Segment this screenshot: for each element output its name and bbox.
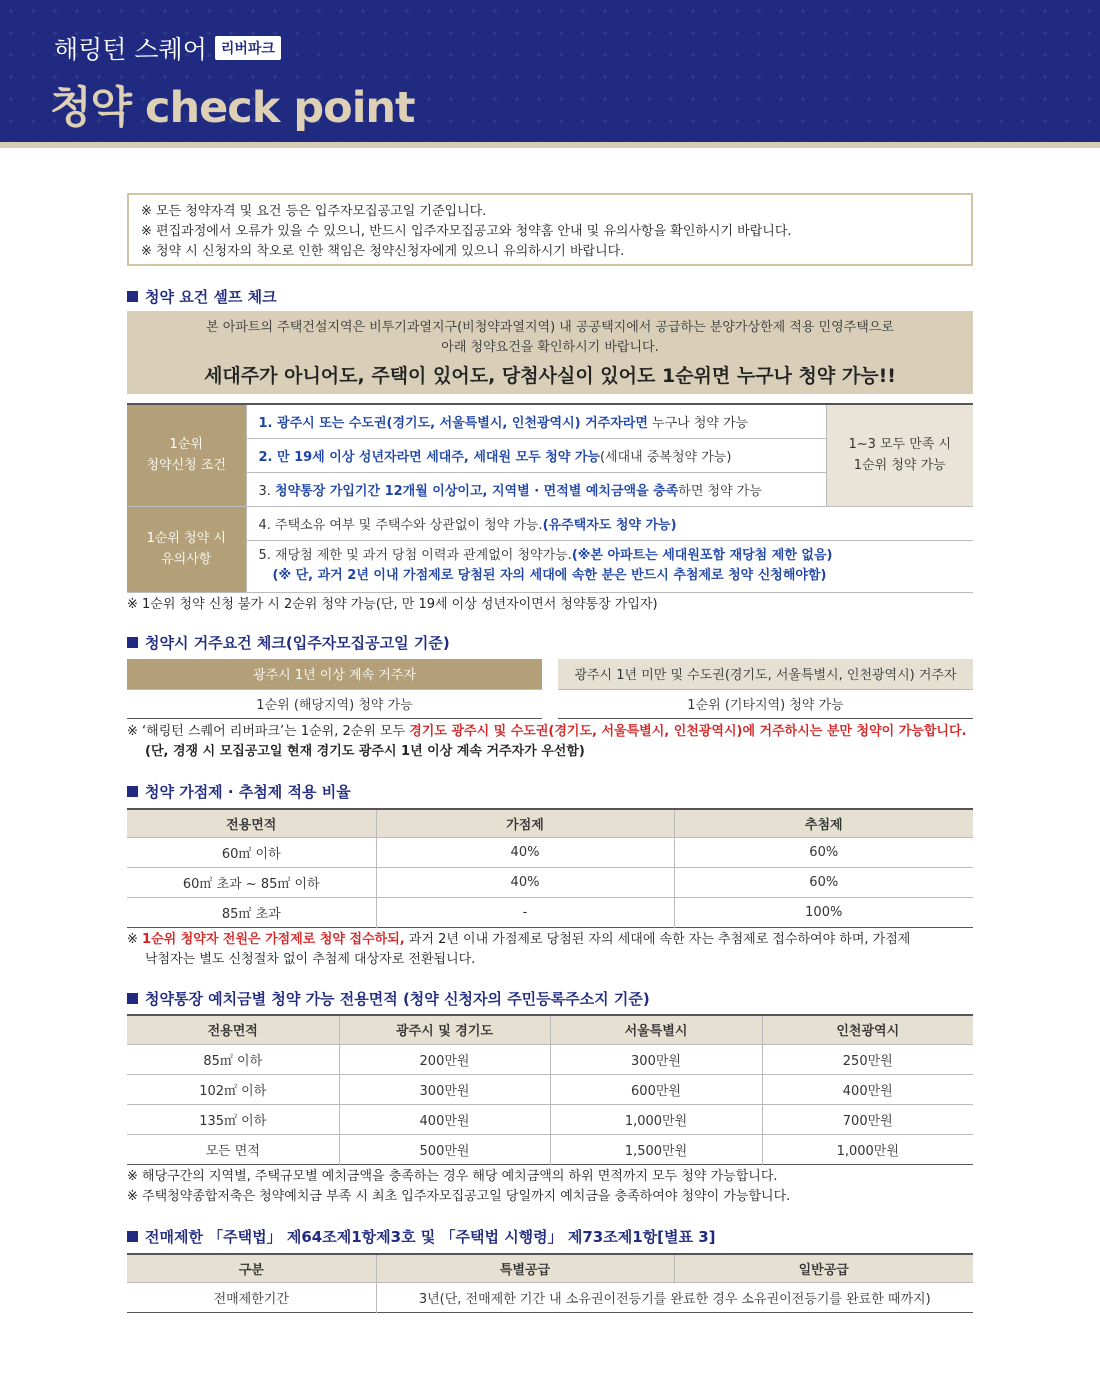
square-bullet-icon — [127, 291, 138, 302]
deposit-header: 서울특별시 — [550, 1015, 762, 1044]
section-title-residence — [127, 633, 973, 653]
resale-header: 구분 — [127, 1254, 376, 1283]
ratio-cell: 60㎡ 초과 ~ 85㎡ 이하 — [127, 868, 376, 898]
notice-line: ※ 모든 청약자격 및 요건 등은 입주자모집공고일 기준입니다. — [141, 204, 487, 219]
table-row — [127, 1283, 973, 1313]
square-bullet-icon — [127, 637, 138, 648]
deposit-cell: 600만원 — [550, 1074, 762, 1104]
table-row — [127, 1134, 973, 1164]
intro-headline: 세대주가 아니어도, 주택이 있어도, 당첨사실이 있어도 1순위면 누구나 청약 가능!! — [204, 365, 896, 387]
condition-summary-line: 1순위 청약 가능 — [853, 458, 946, 474]
deposit-cell: 400만원 — [762, 1074, 973, 1104]
caution-item-5 — [246, 540, 973, 592]
residence-note — [127, 722, 973, 742]
square-bullet-icon — [127, 1231, 138, 1242]
deposit-header: 광주시 및 경기도 — [339, 1015, 550, 1044]
resale-cell: 3년(단, 전매제한 기간 내 소유권이전등기를 완료한 경우 소유권이전등기를 완료한 때까지) — [376, 1283, 973, 1313]
residence-note-line2: (단, 경쟁 시 모집공고일 현재 경기도 광주시 1년 이상 계속 거주자가 우선함) — [145, 743, 585, 759]
deposit-cell: 400만원 — [339, 1104, 550, 1134]
notice-line: ※ 청약 시 신청자의 착오로 인한 책임은 청약신청자에게 있으니 유의하시기 바랍니다. — [141, 244, 625, 259]
condition-item-highlight: 청약통장 가입기간 12개월 이상이고, 지역별 · 면적별 예치금액을 충족 — [275, 483, 679, 499]
section-title-deposit — [127, 988, 973, 1008]
residence-note-highlight: 경기도 광주시 및 수도권(경기도, 서울특별시, 인천광역시)에 거주하시는 분만 청약이 가능합니다. — [409, 723, 967, 739]
residence-col-local — [127, 659, 542, 719]
section-title-text: 청약 가점제 · 추첨제 적용 비율 — [145, 783, 351, 801]
ratio-cell: 100% — [674, 898, 973, 928]
condition-item-text: (세대내 중복청약 가능) — [599, 449, 732, 465]
condition-head-line: 1순위 — [169, 437, 203, 453]
resale-header: 일반공급 — [674, 1254, 973, 1283]
deposit-cell: 200만원 — [339, 1044, 550, 1074]
square-bullet-icon — [127, 786, 138, 797]
ratio-header: 전용면적 — [127, 809, 376, 838]
table-row — [127, 898, 973, 928]
deposit-cell: 700만원 — [762, 1104, 973, 1134]
header-divider — [0, 142, 1100, 148]
caution-item-highlight: (※ 단, 과거 2년 이내 가점제로 당첨된 자의 세대에 속한 분은 반드시 추첨제로 청약 신청해야함) — [272, 568, 827, 583]
residence-col-body: 1순위 (해당지역) 청약 가능 — [127, 689, 542, 718]
caution-item-text: 5. 재당첨 제한 및 과거 당첨 이력과 관계없이 청약가능. — [258, 548, 572, 563]
caution-item-text: 4. 주택소유 여부 및 주택수와 상관없이 청약 가능. — [258, 517, 543, 533]
caution-head — [127, 506, 246, 592]
brand-name: 해링턴 스퀘어 — [54, 35, 207, 64]
condition-item-text: 하면 청약 가능 — [678, 483, 762, 499]
ratio-note — [127, 930, 973, 950]
square-bullet-icon — [127, 993, 138, 1004]
table-row — [127, 1074, 973, 1104]
section-title-resale — [127, 1227, 973, 1247]
caution-item-4 — [246, 506, 973, 540]
section-title-text: 청약통장 예치금별 청약 가능 전용면적 (청약 신청자의 주민등록주소지 기준) — [145, 989, 650, 1008]
caution-item-highlight: (유주택자도 청약 가능) — [542, 517, 677, 533]
deposit-cell: 500만원 — [339, 1134, 550, 1164]
caution-item-highlight: (※본 아파트는 세대원포함 재당첨 제한 없음) — [571, 548, 833, 563]
ratio-cell: 60% — [674, 868, 973, 898]
ratio-note-line2: 낙첨자는 별도 신청절차 없이 추첨제 대상자로 전환됩니다. — [145, 952, 476, 967]
deposit-cell: 1,000만원 — [762, 1134, 973, 1164]
ratio-note-text: 과거 2년 이내 가점제로 당첨된 자의 세대에 속한 자는 추첨제로 접수하여야 하며, 가점제 — [404, 932, 911, 947]
ratio-cell: 60㎡ 이하 — [127, 838, 376, 868]
deposit-note: ※ 주택청약종합저축은 청약예치금 부족 시 최초 입주자모집공고일 당일까지 예치금을 충족하여야 청약이 가능합니다. — [127, 1188, 791, 1204]
self-check-intro — [127, 311, 973, 394]
ratio-cell: 40% — [376, 838, 674, 868]
brand-badge: 리버파크 — [215, 36, 281, 60]
section-title-text: 전매제한 「주택법」 제64조제1항제3호 및 「주택법 시행령」 제73조제1항[별표 3] — [145, 1228, 716, 1246]
deposit-note: ※ 해당구간의 지역별, 주택규모별 예치금액을 충족하는 경우 해당 예치금액의 하위 면적까지 모두 청약 가능합니다. — [127, 1168, 778, 1184]
condition-item-2 — [246, 438, 826, 472]
condition-item-text: 누구나 청약 가능 — [647, 415, 749, 431]
section-title-text: 청약시 거주요건 체크(입주자모집공고일 기준) — [145, 634, 450, 652]
deposit-cell: 300만원 — [550, 1044, 762, 1074]
ratio-cell: 40% — [376, 868, 674, 898]
resale-cell: 전매제한기간 — [127, 1283, 376, 1313]
condition-head-line: 청약신청 조건 — [146, 458, 226, 474]
condition-item-3 — [246, 472, 826, 506]
resale-table — [127, 1253, 973, 1314]
residence-gap — [542, 659, 558, 719]
table-row — [127, 838, 973, 868]
ratio-header: 가점제 — [376, 809, 674, 838]
ratio-cell: 60% — [674, 838, 973, 868]
section-title-text: 청약 요건 셀프 체크 — [145, 287, 277, 306]
ratio-header: 추첨제 — [674, 809, 973, 838]
ratio-cell: 85㎡ 초과 — [127, 898, 376, 928]
condition-item-text: 3. — [258, 483, 276, 499]
content — [127, 193, 973, 1313]
residence-col-body: 1순위 (기타지역) 청약 가능 — [558, 689, 973, 718]
condition-item-highlight: 2. 만 19세 이상 성년자라면 세대주, 세대원 모두 청약 가능 — [258, 449, 600, 465]
caution-head-line: 1순위 청약 시 — [146, 531, 226, 546]
self-check-footnote: ※ 1순위 청약 신청 불가 시 2순위 청약 가능(단, 만 19세 이상 성년자이면서 청약통장 가입자) — [127, 596, 658, 612]
condition-summary-line: 1~3 모두 만족 시 — [848, 437, 952, 453]
table-row — [127, 868, 973, 898]
condition-head — [127, 404, 246, 506]
ratio-cell: - — [376, 898, 674, 928]
ratio-note-highlight: 1순위 청약자 전원은 가점제로 청약 접수하되, — [142, 932, 405, 947]
resale-header: 특별공급 — [376, 1254, 674, 1283]
caution-head-line: 유의사항 — [161, 552, 212, 567]
residence-table — [127, 659, 973, 719]
residence-col-other — [558, 659, 973, 719]
residence-col-head: 광주시 1년 이상 계속 거주자 — [127, 659, 542, 689]
section-title-self-check — [127, 286, 973, 306]
condition-table — [127, 403, 973, 593]
page-header — [0, 0, 1100, 142]
section-title-ratio — [127, 782, 973, 802]
residence-note-text: ※ ‘해링턴 스퀘어 리버파크’는 1순위, 2순위 모두 — [127, 723, 410, 739]
deposit-cell: 1,000만원 — [550, 1104, 762, 1134]
intro-line: 본 아파트의 주택건설지역은 비투기과열지구(비청약과열지역) 내 공공택지에서 공급하는 분양가상한제 적용 민영주택으로 — [206, 320, 894, 335]
deposit-cell: 300만원 — [339, 1074, 550, 1104]
deposit-cell: 1,500만원 — [550, 1134, 762, 1164]
condition-item-highlight: 1. 광주시 또는 수도권(경기도, 서울특별시, 인천광역시) 거주자라면 — [258, 415, 648, 431]
deposit-table — [127, 1014, 973, 1165]
deposit-cell: 모든 면적 — [127, 1134, 339, 1164]
condition-summary — [826, 404, 973, 506]
brand — [54, 30, 281, 66]
table-row — [127, 1044, 973, 1074]
deposit-cell: 135㎡ 이하 — [127, 1104, 339, 1134]
residence-col-head: 광주시 1년 미만 및 수도권(경기도, 서울특별시, 인천광역시) 거주자 — [558, 659, 973, 689]
deposit-header: 인천광역시 — [762, 1015, 973, 1044]
table-row — [127, 1104, 973, 1134]
notice-box — [127, 193, 973, 266]
deposit-cell: 85㎡ 이하 — [127, 1044, 339, 1074]
deposit-cell: 102㎡ 이하 — [127, 1074, 339, 1104]
page-title: 청약 check point — [50, 83, 415, 133]
notice-line: ※ 편집과정에서 오류가 있을 수 있으니, 반드시 입주자모집공고와 청약홈 안내 및 유의사항을 확인하시기 바랍니다. — [141, 224, 792, 239]
deposit-cell: 250만원 — [762, 1044, 973, 1074]
ratio-table — [127, 808, 973, 929]
ratio-note-text: ※ — [127, 932, 143, 947]
intro-line: 아래 청약요건을 확인하시기 바랍니다. — [441, 340, 659, 355]
deposit-header: 전용면적 — [127, 1015, 339, 1044]
condition-item-1 — [246, 404, 826, 438]
